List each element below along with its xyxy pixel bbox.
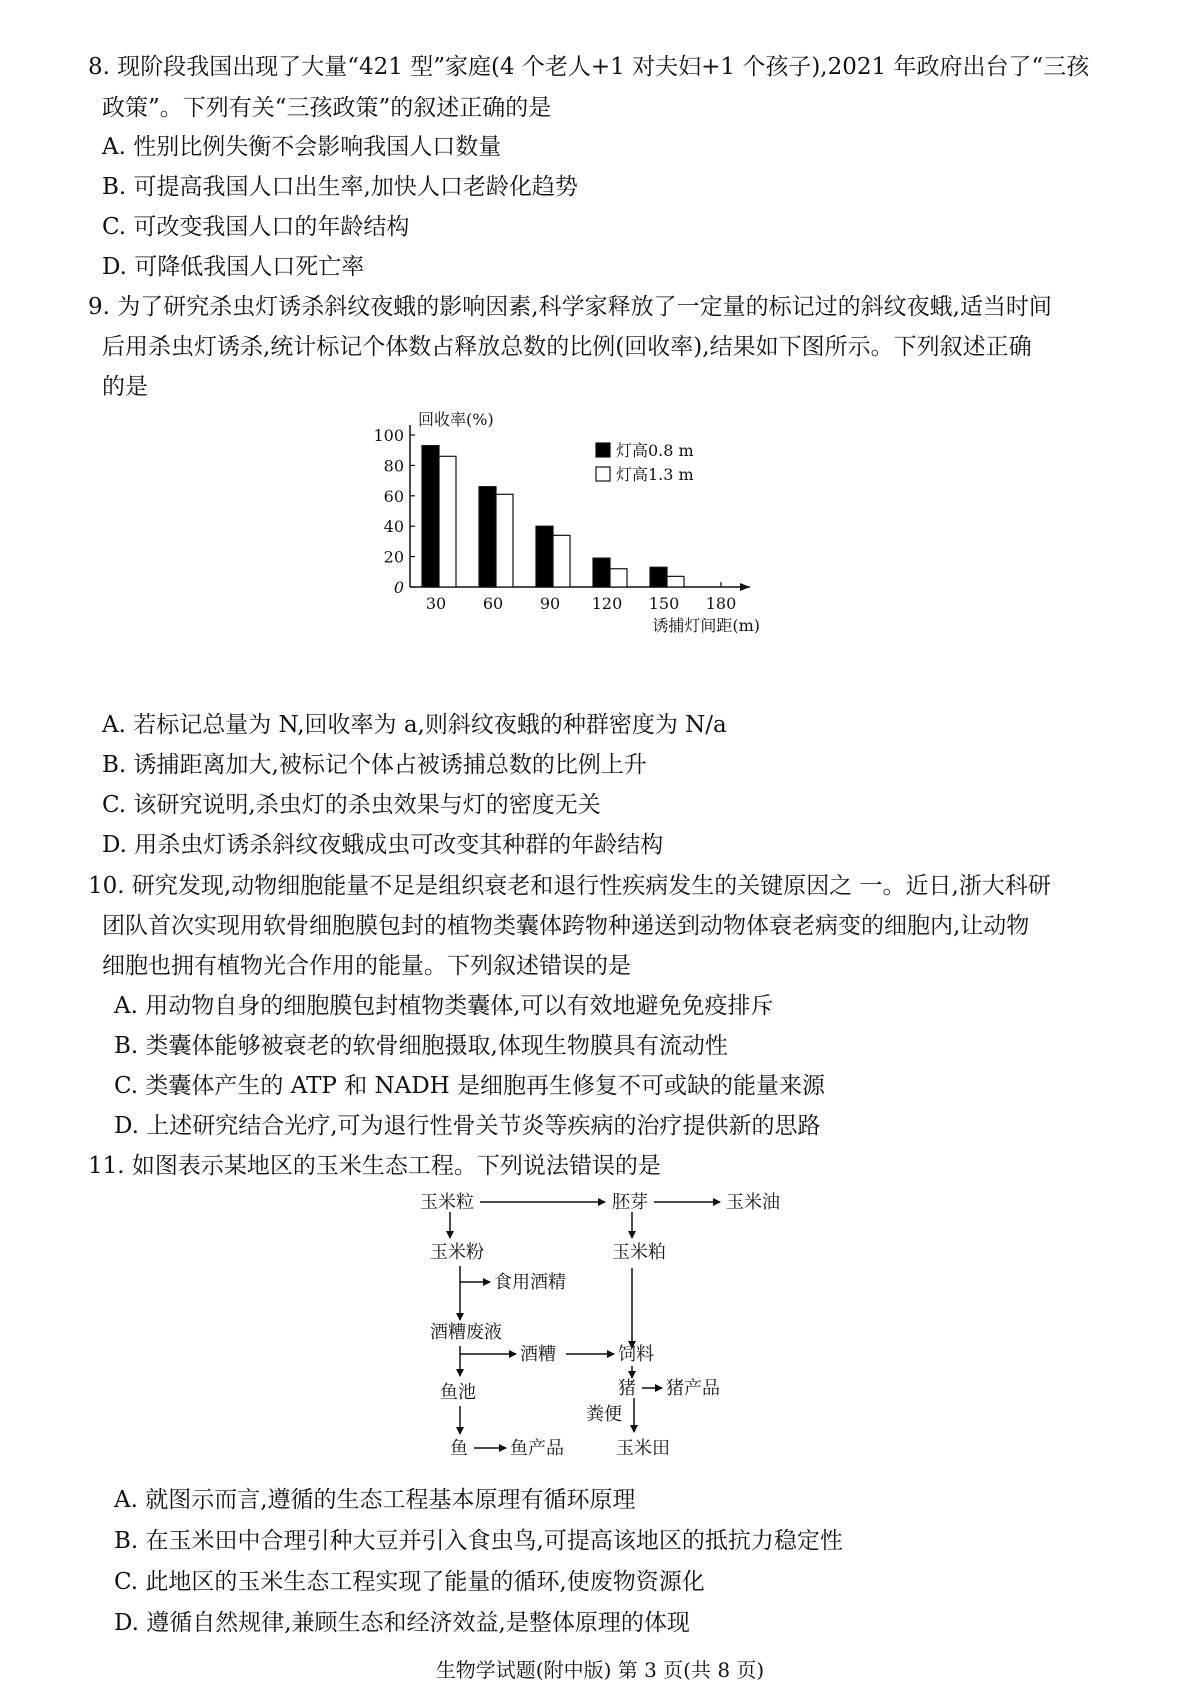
q10-stem-line3: 细胞也拥有植物光合作用的能量。下列叙述错误的是 xyxy=(102,953,631,979)
legend-swatch xyxy=(596,467,610,481)
q8-stem-line2: 政策”。下列有关“三孩政策”的叙述正确的是 xyxy=(102,95,552,121)
node-fish: 鱼 xyxy=(450,1438,468,1459)
bar-lamp-0-8m xyxy=(422,446,439,587)
legend-swatch xyxy=(596,443,610,457)
x-tick-label: 90 xyxy=(539,594,561,613)
q10-option-c: C. 类囊体产生的 ATP 和 NADH 是细胞再生修复不可或缺的能量来源 xyxy=(114,1073,826,1099)
node-pig-products: 猪产品 xyxy=(666,1378,720,1399)
y-tick-label: 40 xyxy=(383,517,404,537)
q8-option-d: D. 可降低我国人口死亡率 xyxy=(102,254,365,280)
q10-option-b: B. 类囊体能够被衰老的软骨细胞摄取,体现生物膜具有流动性 xyxy=(114,1033,728,1059)
node-feed: 饲料 xyxy=(618,1344,654,1365)
bar-lamp-1-3m xyxy=(496,494,513,587)
q11-option-a: A. 就图示而言,遵循的生态工程基本原理有循环原理 xyxy=(114,1487,636,1513)
q9-option-c: C. 该研究说明,杀虫灯的杀虫效果与灯的密度无关 xyxy=(102,792,601,818)
x-tick-label: 30 xyxy=(425,594,447,613)
node-fish-products: 鱼产品 xyxy=(510,1438,564,1459)
y-tick-label: 20 xyxy=(383,547,404,567)
bar-lamp-0-8m xyxy=(650,567,667,587)
q9-option-d: D. 用杀虫灯诱杀斜纹夜蛾成虫可改变其种群的年龄结构 xyxy=(102,832,664,858)
node-corn-oil: 玉米油 xyxy=(726,1192,780,1213)
q10-option-d: D. 上述研究结合光疗,可为退行性骨关节炎等疾病的治疗提供新的思路 xyxy=(114,1113,821,1139)
q8-option-c: C. 可改变我国人口的年龄结构 xyxy=(102,214,410,240)
q9-stem-line3: 的是 xyxy=(102,374,148,400)
bar-lamp-1-3m xyxy=(667,576,684,587)
x-axis-label: 诱捕灯间距(m) xyxy=(652,616,760,635)
q8-option-a: A. 性别比例失衡不会影响我国人口数量 xyxy=(102,134,502,160)
node-distillers-grain: 酒糟 xyxy=(520,1344,556,1365)
q11-stem: 11. 如图表示某地区的玉米生态工程。下列说法错误的是 xyxy=(88,1153,661,1179)
y-tick-label: 60 xyxy=(383,486,404,506)
q9-option-b: B. 诱捕距离加大,被标记个体占被诱捕总数的比例上升 xyxy=(102,752,647,778)
recovery-rate-bar-chart xyxy=(373,405,840,695)
node-fish-pond: 鱼池 xyxy=(440,1382,476,1403)
bar-lamp-0-8m xyxy=(593,558,610,587)
q11-option-b: B. 在玉米田中合理引种大豆并引入食虫鸟,可提高该地区的抵抗力稳定性 xyxy=(114,1528,843,1554)
page-footer: 生物学试题(附中版) 第 3 页(共 8 页) xyxy=(435,1658,765,1682)
y-axis-label: 回收率(%) xyxy=(418,410,494,429)
y-tick-label: 80 xyxy=(383,456,404,476)
corn-ecology-flow-diagram xyxy=(420,1188,860,1478)
bar-lamp-0-8m xyxy=(479,487,496,587)
bar-lamp-0-8m xyxy=(536,526,553,587)
bar-lamp-1-3m xyxy=(553,535,570,587)
bar-lamp-1-3m xyxy=(439,456,456,587)
x-axis-arrow xyxy=(740,583,750,591)
node-pig: 猪 xyxy=(618,1378,636,1399)
q8-stem-line1: 8. 现阶段我国出现了大量“421 型”家庭(4 个老人+1 对夫妇+1 个孩子),2021 年政府出台了“三孩 xyxy=(88,54,1090,80)
y-tick-label: 0 xyxy=(393,578,404,597)
node-corn-grain: 玉米粒 xyxy=(420,1192,474,1213)
q11-option-c: C. 此地区的玉米生态工程实现了能量的循环,使废物资源化 xyxy=(114,1569,705,1595)
node-corn-meal: 玉米粕 xyxy=(612,1242,666,1263)
node-manure: 粪便 xyxy=(586,1404,622,1425)
node-waste-liquid: 酒糟废液 xyxy=(430,1322,502,1343)
x-tick-label: 60 xyxy=(482,594,504,613)
legend-label: 灯高1.3 m xyxy=(616,465,694,484)
node-edible-alcohol: 食用酒精 xyxy=(494,1272,566,1293)
node-germ: 胚芽 xyxy=(612,1192,648,1213)
bar-lamp-1-3m xyxy=(610,569,627,587)
y-tick-label: 100 xyxy=(373,426,404,445)
q11-option-d: D. 遵循自然规律,兼顾生态和经济效益,是整体原理的体现 xyxy=(114,1610,690,1636)
legend-label: 灯高0.8 m xyxy=(616,441,694,460)
q10-stem-line2: 团队首次实现用软骨细胞膜包封的植物类囊体跨物种递送到动物体衰老病变的细胞内,让动物 xyxy=(102,913,1030,939)
q10-option-a: A. 用动物自身的细胞膜包封植物类囊体,可以有效地避免免疫排斥 xyxy=(114,993,774,1019)
q9-option-a: A. 若标记总量为 N,回收率为 a,则斜纹夜蛾的种群密度为 N/a xyxy=(102,712,727,738)
q10-stem-line1: 10. 研究发现,动物细胞能量不足是组织衰老和退行性疾病发生的关键原因之 一。近日,浙大科研 xyxy=(88,873,1051,899)
node-corn-field: 玉米田 xyxy=(616,1438,670,1459)
x-tick-label: 180 xyxy=(705,594,737,613)
q9-stem-line1: 9. 为了研究杀虫灯诱杀斜纹夜蛾的影响因素,科学家释放了一定量的标记过的斜纹夜蛾,适当时间 xyxy=(88,294,1052,320)
x-tick-label: 150 xyxy=(648,594,680,613)
q9-stem-line2: 后用杀虫灯诱杀,统计标记个体数占释放总数的比例(回收率),结果如下图所示。下列叙述正确 xyxy=(102,334,1032,360)
node-corn-flour: 玉米粉 xyxy=(430,1242,484,1263)
x-tick-label: 120 xyxy=(591,594,623,613)
q8-option-b: B. 可提高我国人口出生率,加快人口老龄化趋势 xyxy=(102,174,578,200)
